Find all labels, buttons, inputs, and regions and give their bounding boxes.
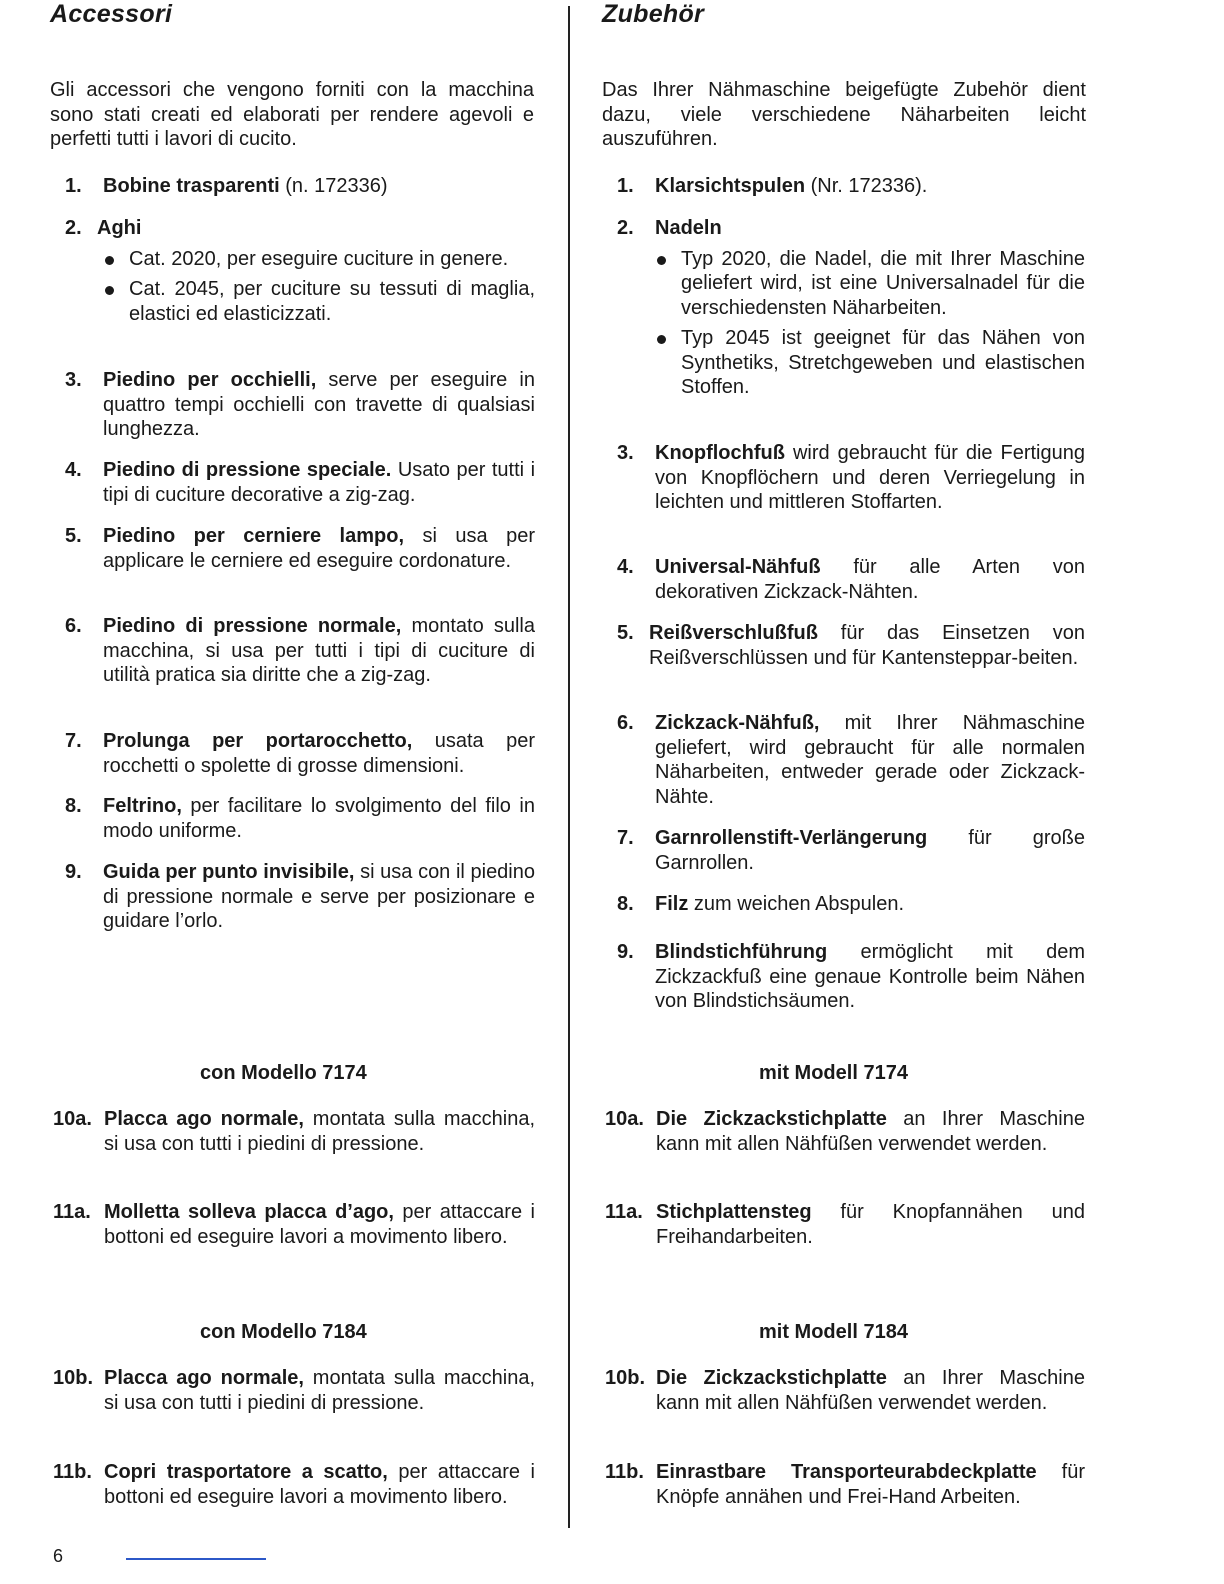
item-text: per attaccare i bottoni ed eseguire lavori a movimento libero. [104,1201,535,1248]
german-sub-item: Typ 2020, die Nadel, die mit Ihrer Maschine geliefert wird, ist eine Universalnadel für die verschiedensten Näharbeiten. [655,247,1085,321]
bullet-icon [105,286,114,295]
item-number: 9. [65,861,82,883]
item-text: si usa con il piedino di pressione normale e serve per posizionare e guidare l’orlo. [103,861,535,932]
item-name: Placca ago normale, [104,1367,304,1389]
item-text: si usa per applicare le cerniere ed eseguire cordonature. [103,525,535,572]
item-name: Feltrino, [103,795,182,817]
bullet-icon [105,256,114,265]
item-number: 4. [617,556,634,578]
italian-sub-item: Cat. 2045, per cuciture su tessuti di maglia, elastici ed elasticizzati. [103,277,535,326]
italian-item-11a [53,1200,535,1249]
item-text: serve per eseguire in quattro tempi occhielli con travette di qualsiasi lunghezza. [103,369,535,440]
item-text: für Knöpfe annähen und Frei-Hand Arbeiten. [656,1461,1085,1508]
item-number: 10b. [53,1367,94,1389]
item-name: Nadeln [655,217,722,239]
item-text: für das Einsetzen von Reißverschlüssen und für Kantensteppar-beiten. [649,622,1085,669]
german-item-10b [605,1366,1085,1415]
item-name: Piedino per cerniere lampo, [103,525,405,547]
item-name: Die Zickzackstichplatte [656,1367,887,1389]
item-text: usata per rocchetti o spolette di grosse dimensioni. [103,730,535,777]
item-number: 3. [617,442,634,464]
page-number: 6 [53,1546,64,1566]
item-number: 11b. [605,1461,644,1483]
german-item-5 [617,621,1085,670]
item-name: Molletta solleva placca d’ago, [104,1201,394,1223]
item-name: Piedino di pressione normale, [103,615,402,637]
footer-rule [126,1558,266,1560]
item-name: Knopflochfuß [655,442,785,464]
item-name: Universal-Nähfuß [655,556,821,578]
item-number: 1. [65,175,82,197]
italian-item-11b [53,1460,535,1509]
item-number: 9. [617,941,634,963]
italian-item-3 [65,368,535,442]
item-name: Einrastbare Transporteurabdeckplatte [656,1461,1037,1483]
item-text: montata sulla macchina, si usa con tutti i piedini di pressione. [104,1108,535,1155]
item-text: (n. 172336) [279,175,388,197]
italian-model-7184-heading: con Modello 7184 [200,1321,367,1343]
item-name: Bobine trasparenti [103,175,280,197]
german-item-10a [605,1107,1085,1156]
item-number: 4. [65,459,82,481]
item-text: an Ihrer Maschine kann mit allen Nähfüßen verwendet werden. [656,1367,1085,1414]
german-item-8 [617,892,1085,917]
item-name: Prolunga per portarocchetto, [103,730,413,752]
item-text: mit Ihrer Nähmaschine geliefert, wird gebraucht für alle normalen Näharbeiten, entweder gerade oder Zickzack-Nähte. [655,712,1085,808]
item-number: 2. [65,217,82,239]
item-name: Copri trasportatore a scatto, [104,1461,388,1483]
item-number: 5. [65,525,82,547]
item-text: per facilitare lo svolgimento del filo in modo uniforme. [103,795,535,842]
item-text: montata sulla macchina, si usa con tutti i piedini di pressione. [104,1367,535,1414]
german-item-11b [605,1460,1085,1509]
german-item-4 [617,555,1085,604]
italian-item-9 [65,860,535,934]
item-text: per attaccare i bottoni ed eseguire lavori a movimento libero. [104,1461,535,1508]
italian-item-5 [65,524,535,573]
item-name: Stichplattensteg [656,1201,812,1223]
item-name: Reißverschlußfuß [649,622,818,644]
item-name: Klarsichtspulen [655,175,806,197]
german-sub-item: Typ 2045 ist geeignet für das Nähen von Synthetiks, Stretchgeweben und elastischen Stoffen. [655,326,1085,400]
italian-item-7 [65,729,535,778]
german-model-7184-heading: mit Modell 7184 [759,1321,908,1343]
item-text: für alle Arten von dekorativen Zickzack-Nähten. [655,556,1085,603]
item-name: Placca ago normale, [104,1108,304,1130]
item-text: Usato per tutti i tipi di cuciture decorative a zig-zag. [103,459,536,506]
italian-item-4 [65,458,535,507]
italian-item-6 [65,614,535,688]
italian-item-10a [53,1107,535,1156]
item-name: Filz [655,893,689,915]
german-item-2 [617,216,1085,400]
item-name: Piedino di pressione speciale. [103,459,392,481]
italian-item-10b [53,1366,535,1415]
item-name: Garnrollenstift-Verlängerung [655,827,928,849]
item-name: Aghi [97,217,142,239]
item-text: zum weichen Abspulen. [688,893,905,915]
german-intro: Das Ihrer Nähmaschine beigefügte Zubehör dient dazu, viele verschiedene Näharbeiten leicht auszuführen. [602,79,1086,150]
item-number: 11b. [53,1461,92,1483]
item-number: 8. [65,795,82,817]
item-name: Die Zickzackstichplatte [656,1108,887,1130]
item-number: 7. [617,827,634,849]
italian-intro: Gli accessori che vengono forniti con la macchina sono stati creati ed elaborati per rendere agevoli e perfetti tutti i lavori di cucito. [50,79,534,150]
german-item-3 [617,441,1085,515]
italian-model-7174-heading: con Modello 7174 [200,1062,367,1084]
item-number: 6. [617,712,634,734]
item-number: 10a. [605,1108,644,1130]
item-text: ermöglicht mit dem Zickzackfuß eine genaue Kontrolle beim Nähen von Blindstichsäumen. [655,941,1085,1012]
italian-item-1 [65,174,535,199]
item-number: 3. [65,369,82,391]
item-text: für große Garnrollen. [655,827,1085,874]
italian-item-8 [65,794,535,843]
item-number: 8. [617,893,634,915]
item-text: (Nr. 172336). [805,175,928,197]
german-item-9 [617,940,1085,1014]
item-number: 1. [617,175,634,197]
item-name: Piedino per occhielli, [103,369,317,391]
bullet-icon [657,256,666,265]
italian-sub-item: Cat. 2020, per eseguire cuciture in genere. [103,247,535,272]
italian-title: Accessori [50,0,173,28]
german-model-7174-heading: mit Modell 7174 [759,1062,908,1084]
german-item-6 [617,711,1085,809]
item-number: 11a. [605,1201,643,1223]
item-name: Guida per punto invisibile, [103,861,355,883]
item-number: 5. [617,622,634,644]
item-number: 7. [65,730,82,752]
german-item-1 [617,174,1085,199]
german-title: Zubehör [602,0,705,28]
german-item-7 [617,826,1085,875]
italian-item-2 [65,216,535,326]
item-number: 10a. [53,1108,92,1130]
item-name: Zickzack-Nähfuß, [655,712,820,734]
item-text: an Ihrer Maschine kann mit allen Nähfüßen verwendet werden. [656,1108,1085,1155]
item-name: Blindstichführung [655,941,828,963]
item-text: montato sulla macchina, si usa per tutti i tipi di cuciture di utilità pratica sia diritte che a zig-zag. [103,615,535,686]
item-number: 10b. [605,1367,646,1389]
item-number: 6. [65,615,82,637]
item-text: für Knopfannähen und Freihandarbeiten. [656,1201,1085,1248]
item-number: 11a. [53,1201,91,1223]
item-number: 2. [617,217,634,239]
item-text: wird gebraucht für die Fertigung von Knopflöchern und deren Verriegelung in leichten und mittleren Stoffarten. [655,442,1085,513]
german-item-11a [605,1200,1085,1249]
bullet-icon [657,335,666,344]
column-divider [568,6,570,1528]
